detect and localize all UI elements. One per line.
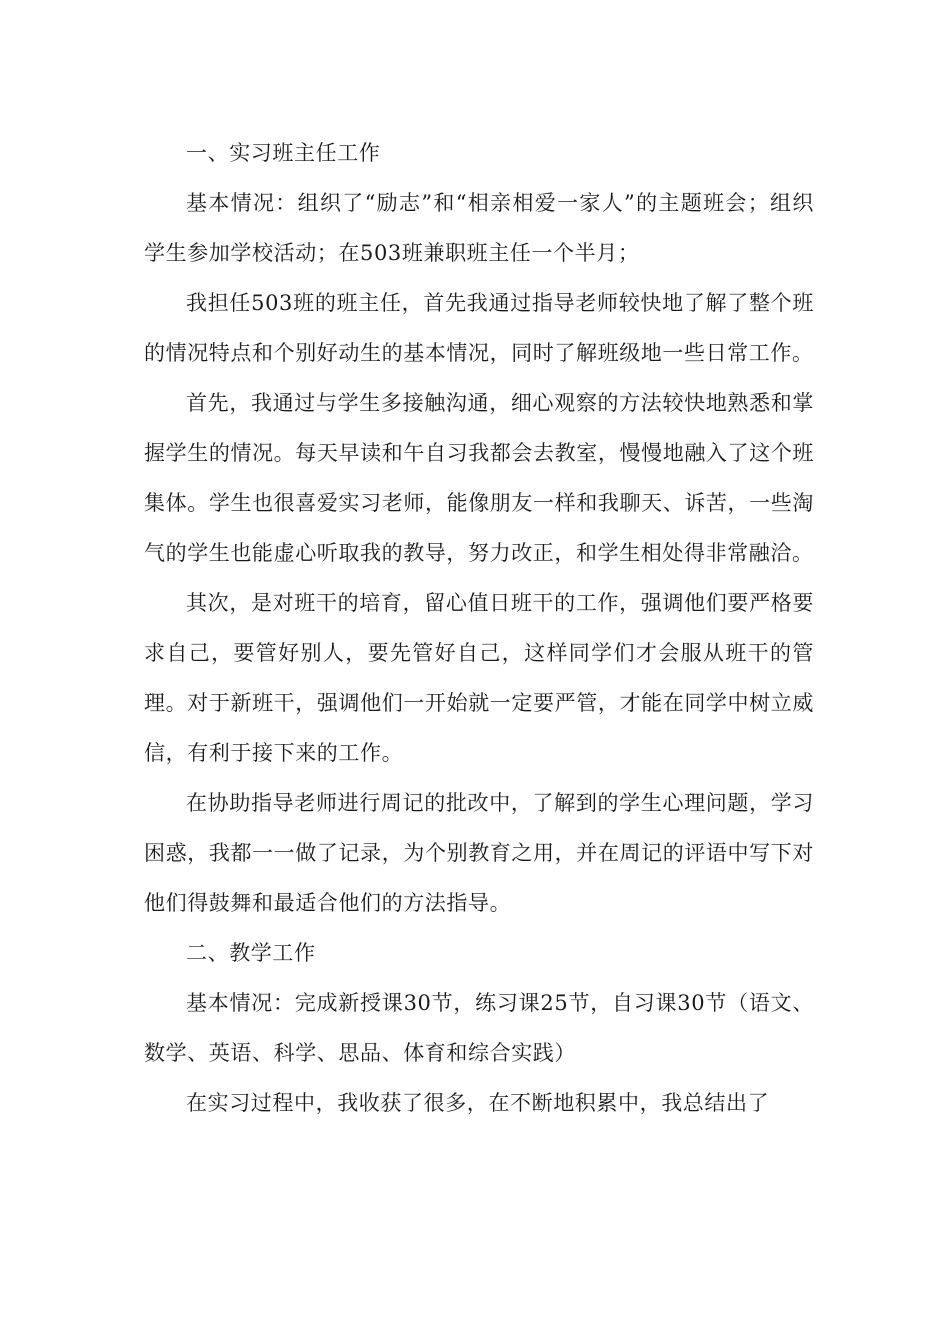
- section-heading-teaching: 二、教学工作: [186, 941, 316, 965]
- paragraph-teaching-basic: 基本情况：完成新授课30节，练习课25节，自习课30节（语文、数学、英语、科学、思品、体育和综合实践）: [144, 991, 814, 1065]
- paragraph-weekly-journal: 在协助指导老师进行周记的批改中，了解到的学生心理问题，学习困惑，我都一一做了记录，为个别教育之用，并在周记的评语中写下对他们得鼓舞和最适合他们的方法指导。: [144, 791, 814, 915]
- paragraph-class-503: 我担任503班的班主任，首先我通过指导老师较快地了解了整个班的情况特点和个别好动生的基本情况，同时了解班级地一些日常工作。: [144, 291, 814, 365]
- document-body: [144, 128, 814, 1128]
- paragraph-second: 其次，是对班干的培育，留心值日班干的工作，强调他们要严格要求自己，要管好别人，要先管好自己，这样同学们才会服从班干的管理。对于新班干，强调他们一开始就一定要严管，才能在同学中树立威信，有利于接下来的工作。: [144, 591, 814, 765]
- paragraph-internship-process: 在实习过程中，我收获了很多，在不断地积累中，我总结出了: [186, 1091, 770, 1115]
- paragraph-basic-situation: 基本情况：组织了“励志”和“相亲相爱一家人”的主题班会；组织学生参加学校活动；在503班兼职班主任一个半月；: [144, 191, 814, 265]
- section-heading-class-teacher: 一、实习班主任工作: [186, 141, 381, 165]
- paragraph-first: 首先，我通过与学生多接触沟通，细心观察的方法较快地熟悉和掌握学生的情况。每天早读和午自习我都会去教室，慢慢地融入了这个班集体。学生也很喜爱实习老师，能像朋友一样和我聊天、诉苦，一些淘气的学生也能虚心听取我的教导，努力改正，和学生相处得非常融洽。: [144, 391, 814, 565]
